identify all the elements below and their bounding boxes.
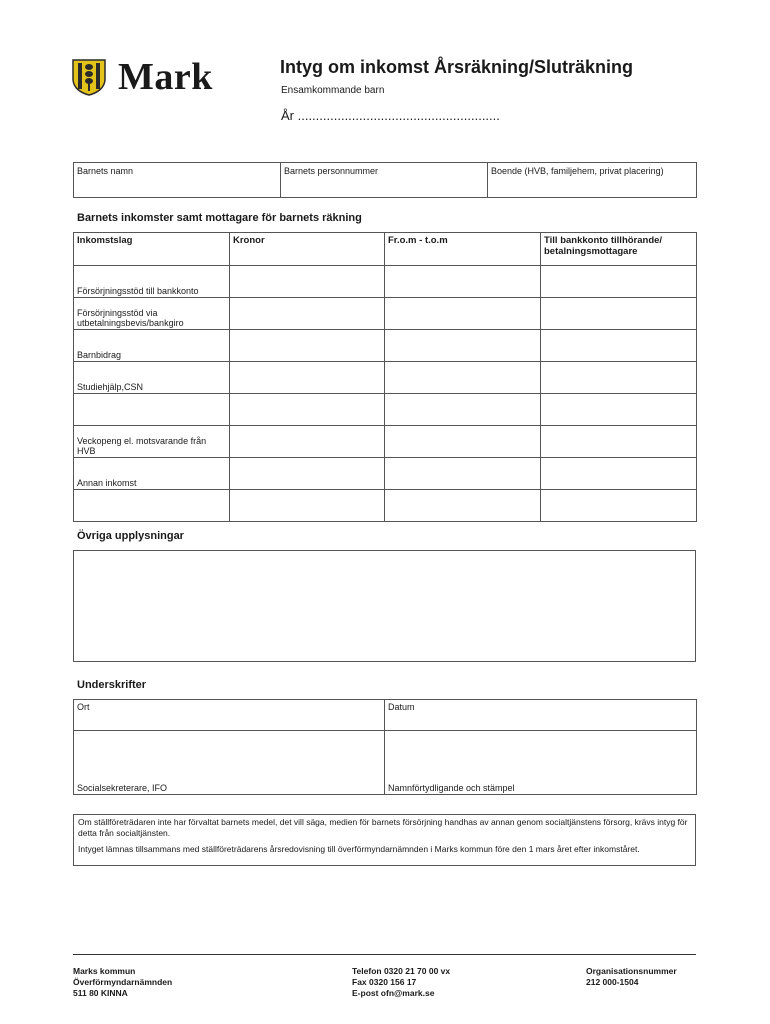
period-cell[interactable] <box>385 458 541 490</box>
amount-cell[interactable] <box>230 426 385 458</box>
footer-line: Fax 0320 156 17 <box>352 977 417 987</box>
social-secretary-signature-field[interactable]: Socialsekreterare, IFO <box>74 731 385 795</box>
instructions-paragraph: Intyget lämnas tillsammans med ställföreträdarens årsredovisning till överförmyndarnämnden i Marks kommun före den 1 mars året efter inkomståret. <box>78 844 640 854</box>
footer-line: Organisationsnummer <box>586 966 677 976</box>
amount-cell[interactable] <box>230 330 385 362</box>
footer-line: Marks kommun <box>73 966 136 976</box>
footer-address <box>73 966 172 999</box>
footer-line: 511 80 KINNA <box>73 988 128 998</box>
amount-cell[interactable] <box>230 490 385 522</box>
footer-line: Överförmyndarnämnden <box>73 977 173 987</box>
income-row-label: Försörjningsstöd via utbetalningsbevis/bankgiro <box>74 298 230 330</box>
income-row-label: Veckopeng el. motsvarande från HVB <box>74 426 230 458</box>
instructions-box <box>73 814 696 866</box>
period-header: Fr.o.m - t.o.m <box>385 233 541 266</box>
page-subtitle: Ensamkommande barn <box>281 85 385 96</box>
period-cell[interactable] <box>385 394 541 426</box>
footer-contact <box>352 966 450 999</box>
income-row-label[interactable] <box>74 394 230 426</box>
mark-coat-of-arms-icon <box>72 59 106 96</box>
other-info-field[interactable] <box>73 550 696 662</box>
other-info-heading: Övriga upplysningar <box>77 530 184 542</box>
footer-line: Telefon 0320 21 70 00 vx <box>352 966 451 976</box>
period-cell[interactable] <box>385 266 541 298</box>
recipient-cell[interactable] <box>541 394 697 426</box>
income-table <box>73 232 697 522</box>
income-row-label[interactable] <box>74 490 230 522</box>
period-cell[interactable] <box>385 330 541 362</box>
income-row-label: Försörjningsstöd till bankkonto <box>74 266 230 298</box>
recipient-cell[interactable] <box>541 490 697 522</box>
recipient-cell[interactable] <box>541 330 697 362</box>
footer-org-number <box>586 966 677 988</box>
signatures-table <box>73 699 697 795</box>
amount-cell[interactable] <box>230 362 385 394</box>
amount-cell[interactable] <box>230 394 385 426</box>
year-field[interactable]: År ........................................................ <box>281 108 500 123</box>
amount-cell[interactable] <box>230 298 385 330</box>
logo-wordmark: Mark <box>118 56 213 98</box>
income-row-label: Studiehjälp,CSN <box>74 362 230 394</box>
income-row-label: Barnbidrag <box>74 330 230 362</box>
recipient-cell[interactable] <box>541 298 697 330</box>
amount-cell[interactable] <box>230 266 385 298</box>
recipient-header: Till bankkonto tillhörande/ betalningsmottagare <box>541 233 697 266</box>
period-cell[interactable] <box>385 362 541 394</box>
income-row-label: Annan inkomst <box>74 458 230 490</box>
income-type-header: Inkomstslag <box>74 233 230 266</box>
child-name-field[interactable]: Barnets namn <box>74 163 281 198</box>
instructions-paragraph: Om ställföreträdaren inte har förvaltat barnets medel, det vill säga, medien för barnets försörjning handhas av annan genom socialtjänstens försorg, krävs intyg för detta från socialtjänsten. <box>78 817 688 838</box>
child-id-number-field[interactable]: Barnets personnummer <box>281 163 488 198</box>
date-field[interactable]: Datum <box>385 700 697 731</box>
page-title: Intyg om inkomst Årsräkning/Sluträkning <box>280 57 634 77</box>
footer-line: 212 000-1504 <box>586 977 639 987</box>
place-field[interactable]: Ort <box>74 700 385 731</box>
child-info-table <box>73 162 697 198</box>
footer-divider <box>73 954 696 955</box>
income-section-heading: Barnets inkomster samt mottagare för barnets räkning <box>77 212 362 224</box>
amount-cell[interactable] <box>230 458 385 490</box>
footer-email-link[interactable]: E-post ofn@mark.se <box>352 988 435 998</box>
name-clarification-stamp-field[interactable]: Namnförtydligande och stämpel <box>385 731 697 795</box>
recipient-cell[interactable] <box>541 458 697 490</box>
period-cell[interactable] <box>385 490 541 522</box>
recipient-cell[interactable] <box>541 426 697 458</box>
child-residence-field[interactable]: Boende (HVB, familjehem, privat placering) <box>488 163 697 198</box>
period-cell[interactable] <box>385 426 541 458</box>
amount-header: Kronor <box>230 233 385 266</box>
recipient-cell[interactable] <box>541 362 697 394</box>
signatures-heading: Underskrifter <box>77 679 147 691</box>
period-cell[interactable] <box>385 298 541 330</box>
recipient-cell[interactable] <box>541 266 697 298</box>
